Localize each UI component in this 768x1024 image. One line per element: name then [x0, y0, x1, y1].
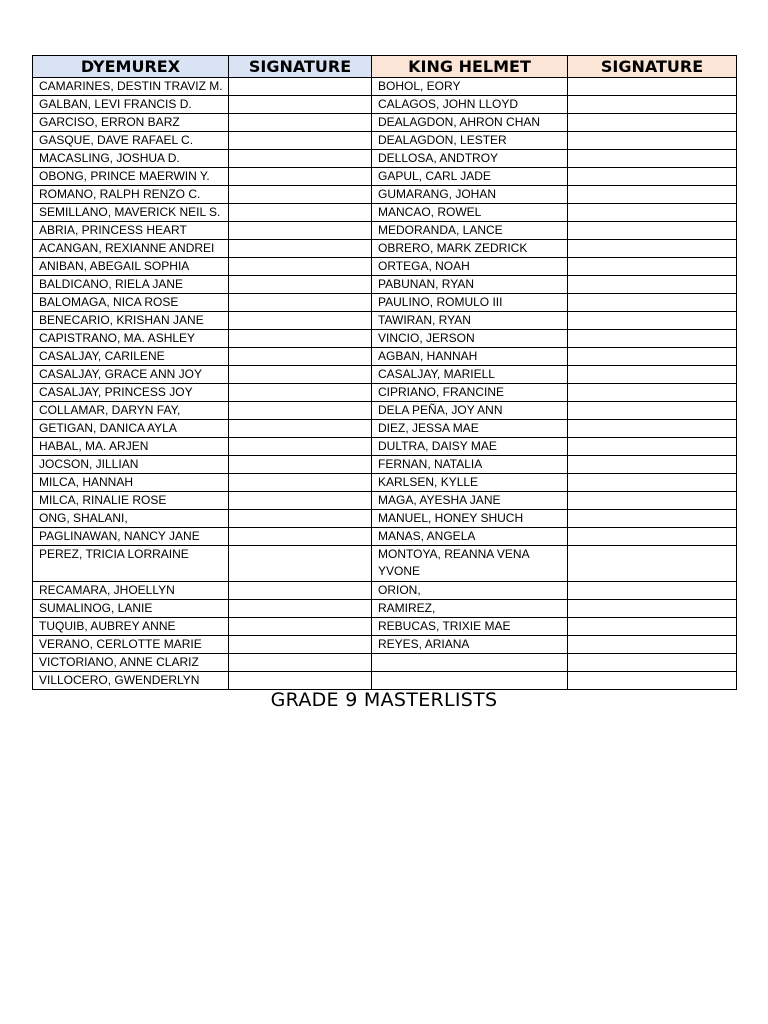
- dyemurex-signature-cell[interactable]: [229, 348, 372, 366]
- dyemurex-signature-cell[interactable]: [229, 546, 372, 582]
- king-helmet-signature-cell[interactable]: [568, 528, 737, 546]
- king-helmet-signature-cell[interactable]: [568, 222, 737, 240]
- dyemurex-signature-cell[interactable]: [229, 132, 372, 150]
- dyemurex-signature-cell[interactable]: [229, 402, 372, 420]
- dyemurex-signature-cell[interactable]: [229, 384, 372, 402]
- dyemurex-name-cell: COLLAMAR, DARYN FAY,: [33, 402, 229, 420]
- king-helmet-name-cell: DEALAGDON, LESTER: [372, 132, 568, 150]
- dyemurex-name-cell: CAPISTRANO, MA. ASHLEY: [33, 330, 229, 348]
- table-row: [33, 78, 737, 96]
- king-helmet-signature-cell[interactable]: [568, 672, 737, 690]
- king-helmet-signature-cell[interactable]: [568, 636, 737, 654]
- king-helmet-name-cell: RAMIREZ,: [372, 600, 568, 618]
- dyemurex-signature-cell[interactable]: [229, 186, 372, 204]
- dyemurex-signature-cell[interactable]: [229, 330, 372, 348]
- king-helmet-signature-cell[interactable]: [568, 582, 737, 600]
- king-helmet-name-cell: ORION,: [372, 582, 568, 600]
- dyemurex-name-cell: CAMARINES, DESTIN TRAVIZ M.: [33, 78, 229, 96]
- king-helmet-signature-cell[interactable]: [568, 510, 737, 528]
- dyemurex-name-cell: HABAL, MA. ARJEN: [33, 438, 229, 456]
- king-helmet-name-cell: CASALJAY, MARIELL: [372, 366, 568, 384]
- dyemurex-name-cell: BALOMAGA, NICA ROSE: [33, 294, 229, 312]
- dyemurex-name-cell: VERANO, CERLOTTE MARIE: [33, 636, 229, 654]
- king-helmet-signature-cell[interactable]: [568, 78, 737, 96]
- king-helmet-name-cell: GUMARANG, JOHAN: [372, 186, 568, 204]
- table-row: [33, 240, 737, 258]
- dyemurex-name-cell: GARCISO, ERRON BARZ: [33, 114, 229, 132]
- king-helmet-name-cell: CALAGOS, JOHN LLOYD: [372, 96, 568, 114]
- dyemurex-name-cell: BENECARIO, KRISHAN JANE: [33, 312, 229, 330]
- king-helmet-signature-cell[interactable]: [568, 654, 737, 672]
- table-row: [33, 258, 737, 276]
- dyemurex-name-cell: ONG, SHALANI,: [33, 510, 229, 528]
- king-helmet-signature-cell[interactable]: [568, 276, 737, 294]
- dyemurex-name-cell: GETIGAN, DANICA AYLA: [33, 420, 229, 438]
- header-row: [33, 56, 737, 78]
- dyemurex-name-cell: GALBAN, LEVI FRANCIS D.: [33, 96, 229, 114]
- king-helmet-signature-cell[interactable]: [568, 114, 737, 132]
- dyemurex-name-cell: PEREZ, TRICIA LORRAINE: [33, 546, 229, 582]
- king-helmet-name-cell: MAGA, AYESHA JANE: [372, 492, 568, 510]
- king-helmet-name-cell: OBRERO, MARK ZEDRICK: [372, 240, 568, 258]
- dyemurex-signature-cell[interactable]: [229, 492, 372, 510]
- king-helmet-signature-cell[interactable]: [568, 150, 737, 168]
- header-king-helmet: KING HELMET: [372, 56, 568, 78]
- king-helmet-signature-cell[interactable]: [568, 330, 737, 348]
- king-helmet-name-cell: [372, 654, 568, 672]
- dyemurex-signature-cell[interactable]: [229, 204, 372, 222]
- king-helmet-signature-cell[interactable]: [568, 474, 737, 492]
- king-helmet-signature-cell[interactable]: [568, 366, 737, 384]
- king-helmet-name-cell: MONTOYA, REANNA VENA YVONE: [372, 546, 568, 582]
- king-helmet-name-cell: REYES, ARIANA: [372, 636, 568, 654]
- dyemurex-signature-cell[interactable]: [229, 600, 372, 618]
- king-helmet-name-cell: FERNAN, NATALIA: [372, 456, 568, 474]
- king-helmet-name-cell: PABUNAN, RYAN: [372, 276, 568, 294]
- table-row: [33, 420, 737, 438]
- king-helmet-name-cell: TAWIRAN, RYAN: [372, 312, 568, 330]
- king-helmet-signature-cell[interactable]: [568, 132, 737, 150]
- king-helmet-name-cell: MANCAO, ROWEL: [372, 204, 568, 222]
- king-helmet-signature-cell[interactable]: [568, 240, 737, 258]
- dyemurex-signature-cell[interactable]: [229, 276, 372, 294]
- dyemurex-name-cell: ABRIA, PRINCESS HEART: [33, 222, 229, 240]
- table-row: [33, 204, 737, 222]
- dyemurex-signature-cell[interactable]: [229, 582, 372, 600]
- king-helmet-name-cell: GAPUL, CARL JADE: [372, 168, 568, 186]
- table-row: [33, 312, 737, 330]
- king-helmet-name-cell: MANAS, ANGELA: [372, 528, 568, 546]
- page-title: GRADE 9 MASTERLISTS: [270, 689, 498, 711]
- dyemurex-signature-cell[interactable]: [229, 456, 372, 474]
- header-signature-2: SIGNATURE: [568, 56, 737, 78]
- table-row: [33, 348, 737, 366]
- table-row: [33, 186, 737, 204]
- table-row: [33, 438, 737, 456]
- header-signature-1: SIGNATURE: [229, 56, 372, 78]
- table-row: [33, 654, 737, 672]
- king-helmet-name-cell: KARLSEN, KYLLE: [372, 474, 568, 492]
- king-helmet-signature-cell[interactable]: [568, 168, 737, 186]
- king-helmet-signature-cell[interactable]: [568, 348, 737, 366]
- dyemurex-name-cell: PAGLINAWAN, NANCY JANE: [33, 528, 229, 546]
- dyemurex-signature-cell[interactable]: [229, 618, 372, 636]
- king-helmet-name-cell: AGBAN, HANNAH: [372, 348, 568, 366]
- table-row: [33, 636, 737, 654]
- table-row: [33, 474, 737, 492]
- table-row: [33, 600, 737, 618]
- dyemurex-signature-cell[interactable]: [229, 438, 372, 456]
- table-row: [33, 294, 737, 312]
- dyemurex-name-cell: CASALJAY, CARILENE: [33, 348, 229, 366]
- dyemurex-signature-cell[interactable]: [229, 96, 372, 114]
- king-helmet-name-cell: MEDORANDA, LANCE: [372, 222, 568, 240]
- king-helmet-signature-cell[interactable]: [568, 546, 737, 582]
- king-helmet-signature-cell[interactable]: [568, 384, 737, 402]
- king-helmet-name-cell: CIPRIANO, FRANCINE: [372, 384, 568, 402]
- dyemurex-signature-cell[interactable]: [229, 240, 372, 258]
- king-helmet-name-cell: MANUEL, HONEY SHUCH: [372, 510, 568, 528]
- roster-body: [33, 78, 737, 690]
- table-row: [33, 168, 737, 186]
- dyemurex-signature-cell[interactable]: [229, 528, 372, 546]
- dyemurex-name-cell: MACASLING, JOSHUA D.: [33, 150, 229, 168]
- dyemurex-name-cell: MILCA, HANNAH: [33, 474, 229, 492]
- table-row: [33, 456, 737, 474]
- dyemurex-signature-cell[interactable]: [229, 672, 372, 690]
- dyemurex-signature-cell[interactable]: [229, 78, 372, 96]
- king-helmet-signature-cell[interactable]: [568, 618, 737, 636]
- table-row: [33, 222, 737, 240]
- table-row: [33, 366, 737, 384]
- dyemurex-name-cell: TUQUIB, AUBREY ANNE: [33, 618, 229, 636]
- dyemurex-signature-cell[interactable]: [229, 420, 372, 438]
- dyemurex-signature-cell[interactable]: [229, 366, 372, 384]
- king-helmet-name-cell: DIEZ, JESSA MAE: [372, 420, 568, 438]
- dyemurex-signature-cell[interactable]: [229, 636, 372, 654]
- table-row: [33, 546, 737, 582]
- dyemurex-name-cell: OBONG, PRINCE MAERWIN Y.: [33, 168, 229, 186]
- king-helmet-name-cell: BOHOL, EORY: [372, 78, 568, 96]
- dyemurex-signature-cell[interactable]: [229, 114, 372, 132]
- table-row: [33, 330, 737, 348]
- dyemurex-signature-cell[interactable]: [229, 312, 372, 330]
- table-row: [33, 582, 737, 600]
- king-helmet-signature-cell[interactable]: [568, 402, 737, 420]
- dyemurex-name-cell: ROMANO, RALPH RENZO C.: [33, 186, 229, 204]
- king-helmet-name-cell: VINCIO, JERSON: [372, 330, 568, 348]
- king-helmet-signature-cell[interactable]: [568, 492, 737, 510]
- table-row: [33, 618, 737, 636]
- dyemurex-name-cell: RECAMARA, JHOELLYN: [33, 582, 229, 600]
- table-row: [33, 132, 737, 150]
- dyemurex-signature-cell[interactable]: [229, 222, 372, 240]
- dyemurex-name-cell: VILLOCERO, GWENDERLYN: [33, 672, 229, 690]
- dyemurex-name-cell: SUMALINOG, LANIE: [33, 600, 229, 618]
- king-helmet-signature-cell[interactable]: [568, 438, 737, 456]
- king-helmet-name-cell: PAULINO, ROMULO III: [372, 294, 568, 312]
- king-helmet-name-cell: DULTRA, DAISY MAE: [372, 438, 568, 456]
- king-helmet-signature-cell[interactable]: [568, 186, 737, 204]
- king-helmet-name-cell: DEALAGDON, AHRON CHAN: [372, 114, 568, 132]
- king-helmet-signature-cell[interactable]: [568, 420, 737, 438]
- dyemurex-signature-cell[interactable]: [229, 258, 372, 276]
- dyemurex-name-cell: ANIBAN, ABEGAIL SOPHIA: [33, 258, 229, 276]
- dyemurex-signature-cell[interactable]: [229, 294, 372, 312]
- dyemurex-signature-cell[interactable]: [229, 510, 372, 528]
- king-helmet-signature-cell[interactable]: [568, 96, 737, 114]
- dyemurex-name-cell: BALDICANO, RIELA JANE: [33, 276, 229, 294]
- dyemurex-name-cell: SEMILLANO, MAVERICK NEIL S.: [33, 204, 229, 222]
- dyemurex-name-cell: CASALJAY, PRINCESS JOY: [33, 384, 229, 402]
- dyemurex-name-cell: GASQUE, DAVE RAFAEL C.: [33, 132, 229, 150]
- king-helmet-signature-cell[interactable]: [568, 294, 737, 312]
- king-helmet-name-cell: ORTEGA, NOAH: [372, 258, 568, 276]
- dyemurex-signature-cell[interactable]: [229, 150, 372, 168]
- king-helmet-name-cell: DELA PEÑA, JOY ANN: [372, 402, 568, 420]
- table-row: [33, 150, 737, 168]
- dyemurex-name-cell: CASALJAY, GRACE ANN JOY: [33, 366, 229, 384]
- king-helmet-signature-cell[interactable]: [568, 456, 737, 474]
- king-helmet-signature-cell[interactable]: [568, 312, 737, 330]
- king-helmet-signature-cell[interactable]: [568, 600, 737, 618]
- king-helmet-name-cell: DELLOSA, ANDTROY: [372, 150, 568, 168]
- king-helmet-name-cell: [372, 672, 568, 690]
- table-row: [33, 528, 737, 546]
- dyemurex-signature-cell[interactable]: [229, 654, 372, 672]
- header-dyemurex: DYEMUREX: [33, 56, 229, 78]
- king-helmet-signature-cell[interactable]: [568, 204, 737, 222]
- dyemurex-name-cell: JOCSON, JILLIAN: [33, 456, 229, 474]
- masterlist-table: [32, 55, 737, 690]
- king-helmet-name-cell: REBUCAS, TRIXIE MAE: [372, 618, 568, 636]
- table-row: [33, 114, 737, 132]
- king-helmet-signature-cell[interactable]: [568, 258, 737, 276]
- dyemurex-signature-cell[interactable]: [229, 168, 372, 186]
- dyemurex-signature-cell[interactable]: [229, 474, 372, 492]
- dyemurex-name-cell: VICTORIANO, ANNE CLARIZ: [33, 654, 229, 672]
- table-row: [33, 492, 737, 510]
- table-row: [33, 510, 737, 528]
- table-row: [33, 672, 737, 690]
- table-row: [33, 96, 737, 114]
- dyemurex-name-cell: MILCA, RINALIE ROSE: [33, 492, 229, 510]
- table-row: [33, 384, 737, 402]
- dyemurex-name-cell: ACANGAN, REXIANNE ANDREI: [33, 240, 229, 258]
- table-row: [33, 276, 737, 294]
- table-row: [33, 402, 737, 420]
